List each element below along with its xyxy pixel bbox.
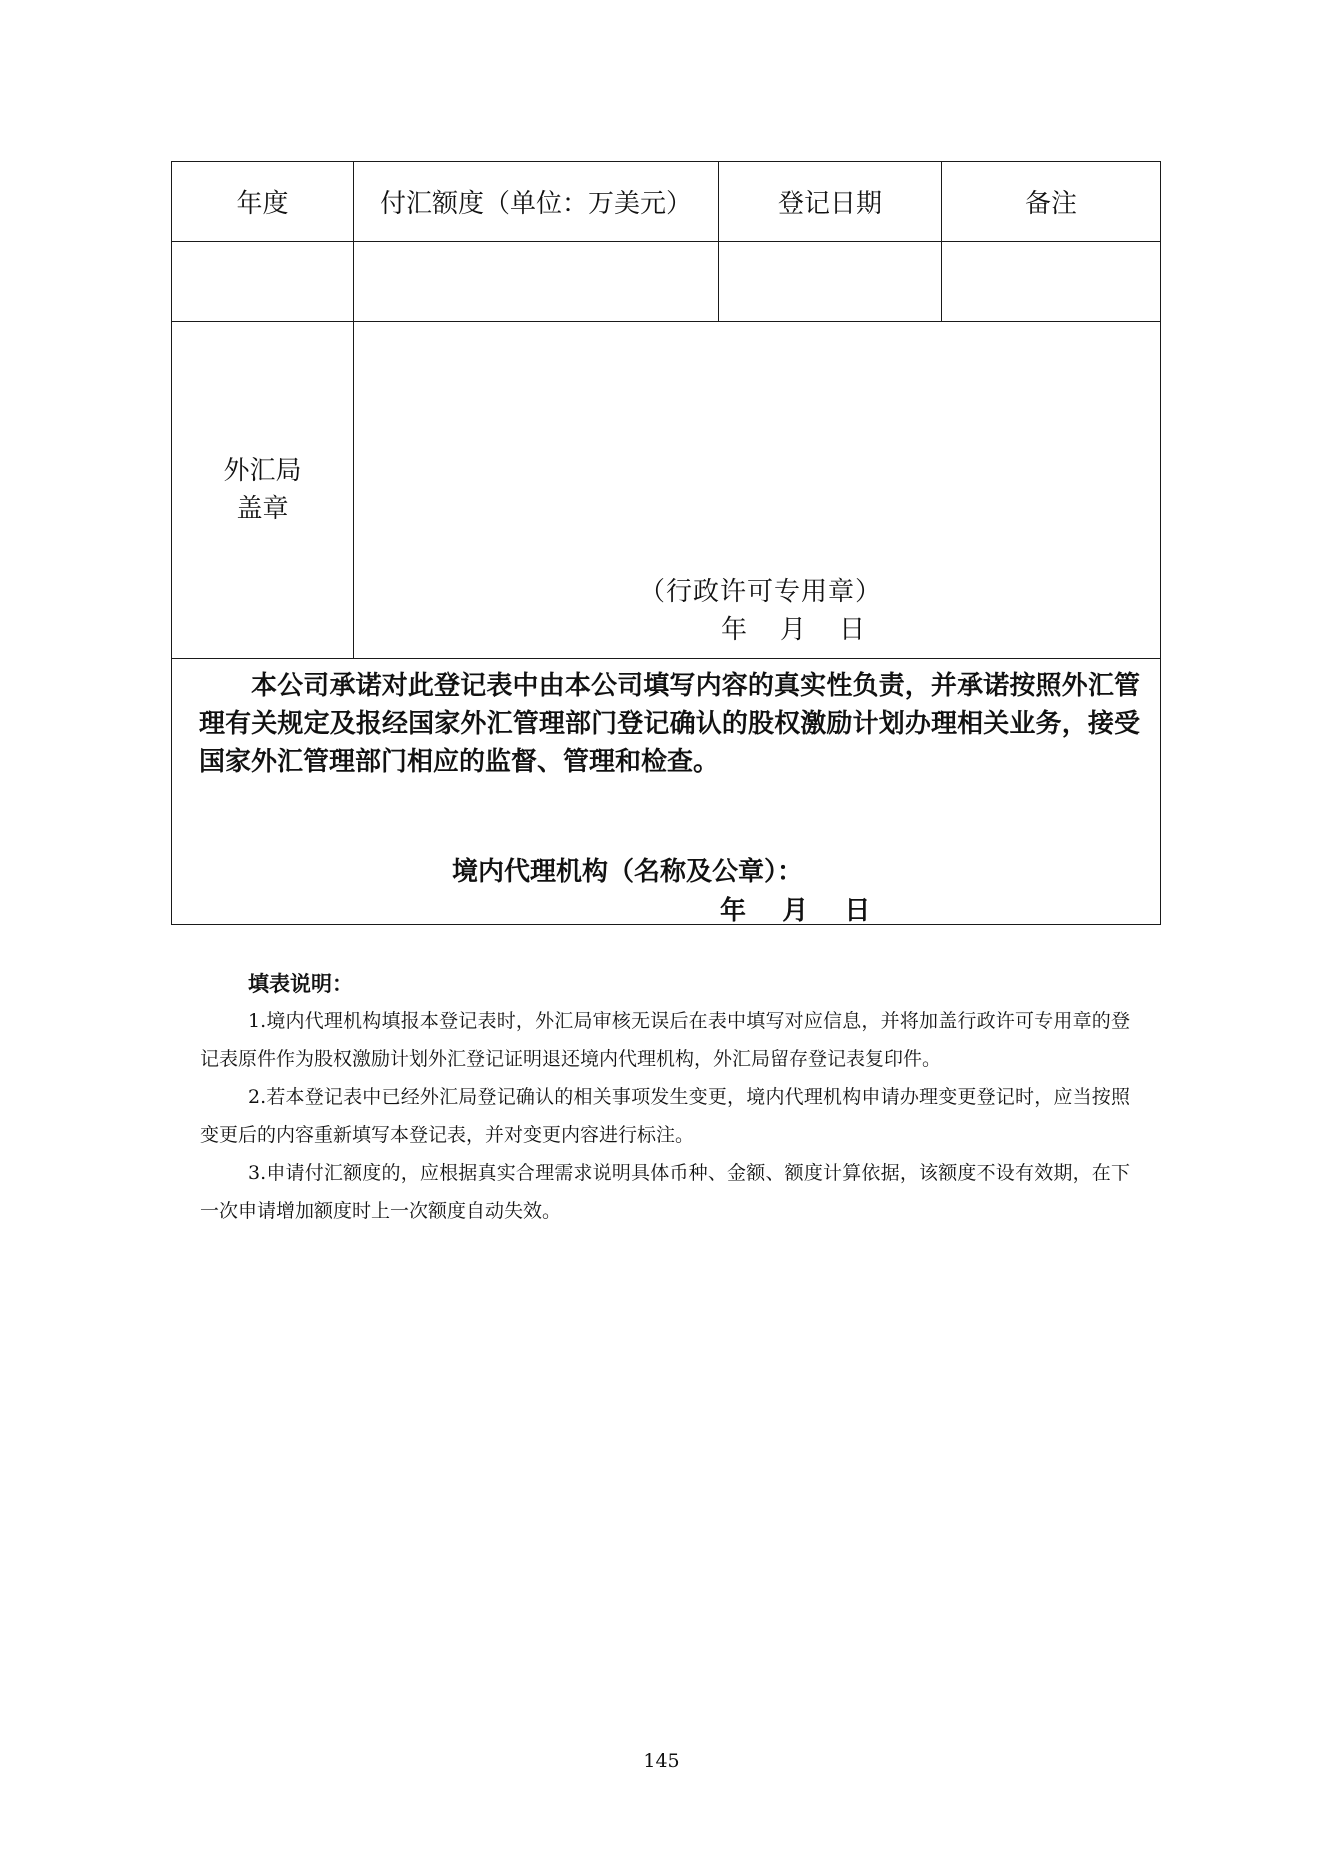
seal-label-line1: 外汇局 [223,456,302,486]
agent-signature-label: 境内代理机构（名称及公章）： [452,857,804,887]
cell-registration-date[interactable] [719,242,942,322]
header-remit-quota: 付汇额度（单位：万美元） [354,162,719,242]
agent-date: 年 月 日 [720,896,871,926]
pledge-cell [172,659,1161,925]
note-item-1: 1.境内代理机构填报本登记表时，外汇局审核无误后在表中填写对应信息，并将加盖行政许可专用章的登记表原件作为股权激励计划外汇登记证明退还境内代理机构，外汇局留存登记表复印件。 [200,1010,1130,1070]
seal-date: 年 月 日 [721,615,866,645]
seal-caption: （行政许可专用章） [639,577,883,607]
header-remarks: 备注 [942,162,1161,242]
registration-table [171,161,1161,925]
header-registration-date: 登记日期 [719,162,942,242]
pledge-text: 本公司承诺对此登记表中由本公司填写内容的真实性负责，并承诺按照外汇管理有关规定及报经国家外汇管理部门登记确认的股权激励计划办理相关业务，接受国家外汇管理部门相应的监督、管理和检查。 [199,671,1140,777]
seal-row [172,322,1161,659]
data-row [172,242,1161,322]
seal-label-line2: 盖章 [236,494,289,524]
seal-area [354,322,1161,659]
pledge-row [172,659,1161,925]
page-number: 145 [643,1750,680,1772]
note-item-3: 3.申请付汇额度的，应根据真实合理需求说明具体币种、金额、额度计算依据，该额度不设有效期，在下一次申请增加额度时上一次额度自动失效。 [200,1162,1130,1222]
header-year: 年度 [172,162,354,242]
cell-remit-quota[interactable] [354,242,719,322]
note-item-2: 2.若本登记表中已经外汇局登记确认的相关事项发生变更，境内代理机构申请办理变更登记时，应当按照变更后的内容重新填写本登记表，并对变更内容进行标注。 [200,1086,1130,1146]
cell-year[interactable] [172,242,354,322]
seal-label [172,322,354,659]
cell-remarks[interactable] [942,242,1161,322]
header-row [172,162,1161,242]
notes-title: 填表说明： [248,972,353,996]
